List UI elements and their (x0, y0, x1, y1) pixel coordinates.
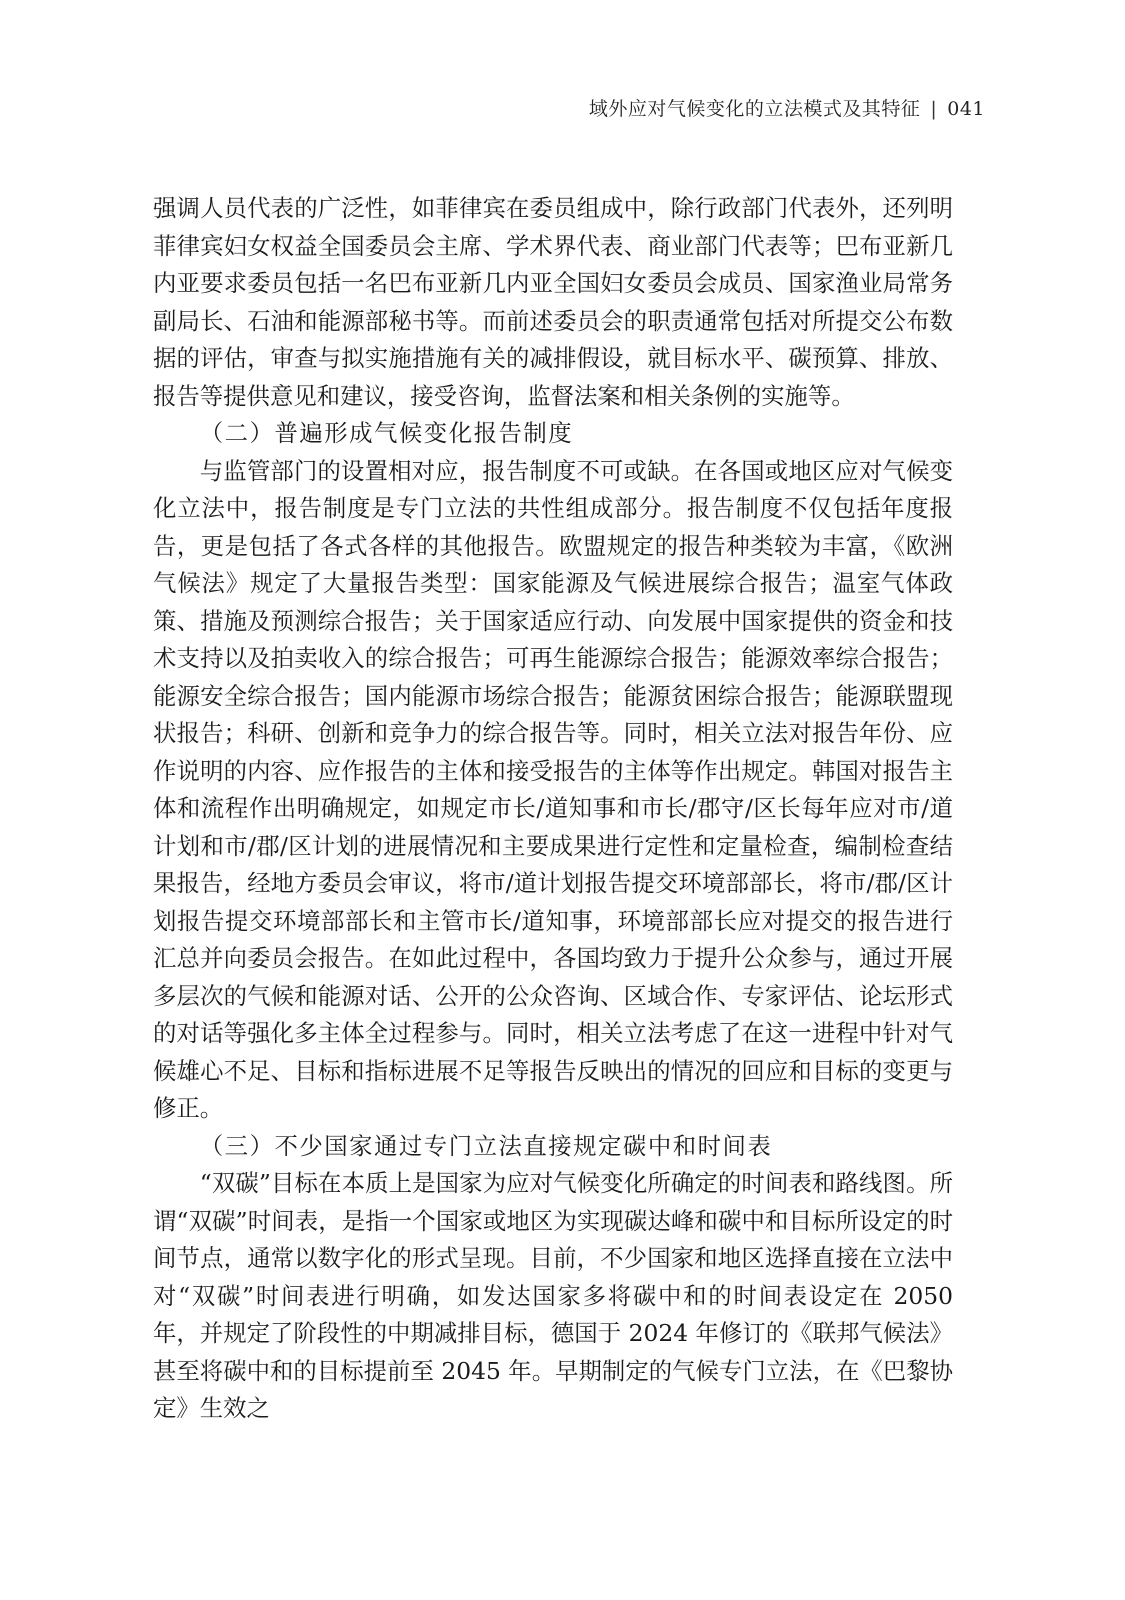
section-heading-carbon-neutral-timeline: （三）不少国家通过专门立法直接规定碳中和时间表 (199, 1131, 773, 1160)
header-separator: | (930, 98, 938, 120)
running-header (589, 96, 985, 122)
paragraph-carbon-neutral-timeline: “双碳”目标在本质上是国家为应对气候变化所确定的时间表和路线图。所谓“双碳”时间表，是指一个国家或地区为实现碳达峰和碳中和目标所设定的时间节点，通常以数字化的形式呈现。目前，不少国家和地区选择直接在立法中对“双碳”时间表进行明确，如发达国家多将碳中和的时间表设定在 2050 年，并规定了阶段性的中期减排目标，德国于 2024 年修订的《联邦气候法》甚至将碳中和的目标提前至 2045 年。早期制定的气候专门立法，在《巴黎协定》生效之 (153, 1169, 953, 1422)
page-number: 041 (947, 98, 985, 120)
section-heading-reporting-system: （二）普遍形成气候变化报告制度 (199, 419, 574, 447)
running-title: 域外应对气候变化的立法模式及其特征 (588, 98, 921, 120)
body-text (153, 190, 953, 1428)
paragraph-committee-composition: 强调人员代表的广泛性，如菲律宾在委员组成中，除行政部门代表外，还列明菲律宾妇女权益全国委员会主席、学术界代表、商业部门代表等；巴布亚新几内亚要求委员包括一名巴布亚新几内亚全国妇女委员会成员、国家渔业局常务副局长、石油和能源部秘书等。而前述委员会的职责通常包括对所提交公布数据的评估，审查与拟实施措施有关的减排假设，就目标水平、碳预算、排放、报告等提供意见和建议，接受咨询，监督法案和相关条例的实施等。 (153, 194, 953, 410)
paragraph-reporting-system: 与监管部门的设置相对应，报告制度不可或缺。在各国或地区应对气候变化立法中，报告制度是专门立法的共性组成部分。报告制度不仅包括年度报告，更是包括了各式各样的其他报告。欧盟规定的报告种类较为丰富，《欧洲气候法》规定了大量报告类型：国家能源及气候进展综合报告；温室气体政策、措施及预测综合报告；关于国家适应行动、向发展中国家提供的资金和技术支持以及拍卖收入的综合报告；可再生能源综合报告；能源效率综合报告；能源安全综合报告；国内能源市场综合报告；能源贫困综合报告；能源联盟现状报告；科研、创新和竞争力的综合报告等。同时，相关立法对报告年份、应作说明的内容、应作报告的主体和接受报告的主体等作出规定。韩国对报告主体和流程作出明确规定，如规定市长/道知事和市长/郡守/区长每年应对市/道计划和市/郡/区计划的进展情况和主要成果进行定性和定量检查，编制检查结果报告，经地方委员会审议，将市/道计划报告提交环境部部长，将市/郡/区计划报告提交环境部部长和主管市长/道知事，环境部部长应对提交的报告进行汇总并向委员会报告。在如此过程中，各国均致力于提升公众参与，通过开展多层次的气候和能源对话、公开的公众咨询、区域合作、专家评估、论坛形式的对话等强化多主体全过程参与。同时，相关立法考虑了在这一进程中针对气候雄心不足、目标和指标进展不足等报告反映出的情况的回应和目标的变更与修正。 (153, 456, 953, 1122)
